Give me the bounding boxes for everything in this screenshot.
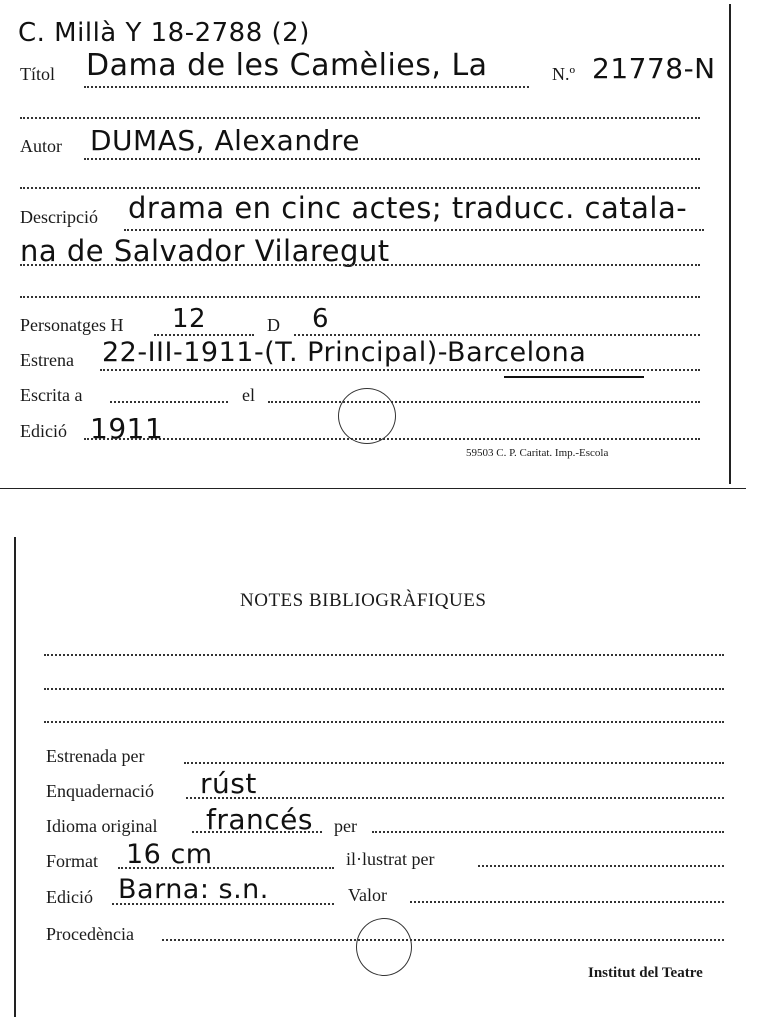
edition-value: 1911 — [90, 412, 164, 445]
catalog-card-front — [4, 4, 731, 484]
value-label: Valor — [348, 885, 387, 905]
original-language-label: Idioma original — [46, 816, 158, 836]
written-on-label: el — [242, 385, 255, 405]
shelf-signature: C. Millà Y 18-2788 (2) — [18, 18, 310, 48]
written-in-label: Escrita a — [20, 385, 83, 405]
description-line-1: drama en cinc actes; traducc. catala- — [128, 191, 688, 225]
number-value: 21778-N — [592, 52, 716, 85]
description-line-2: na de Salvador Vilaregut — [20, 234, 390, 268]
original-language-value: francés — [206, 803, 313, 836]
printer-imprint: 59503 C. P. Caritat. Imp.-Escola — [466, 447, 609, 459]
illustrated-by-label: il·lustrat per — [346, 849, 435, 869]
title-label: Títol — [20, 64, 55, 84]
title-value: Dama de les Camèlies, La — [86, 48, 488, 83]
characters-male-label: Personatges H — [20, 315, 124, 335]
number-label: N.º — [552, 64, 576, 84]
binding-label: Enquadernació — [46, 781, 154, 801]
premiere-label: Estrena — [20, 350, 74, 370]
format-value: 16 cm — [126, 839, 213, 870]
format-label: Format — [46, 851, 98, 871]
premiere-value: 22-III-1911-(T. Principal)-Barcelona — [102, 337, 587, 368]
library-stamp-back — [356, 918, 412, 976]
edition-label: Edició — [20, 421, 67, 441]
binding-value: rúst — [200, 767, 257, 800]
institution-footer: Institut del Teatre — [588, 965, 703, 981]
translated-by-label: per — [334, 816, 357, 836]
card-divider — [0, 488, 746, 489]
provenance-label: Procedència — [46, 924, 134, 944]
characters-male-value: 12 — [172, 304, 207, 334]
characters-female-label: D — [267, 315, 280, 335]
edition-notes-label: Edició — [46, 887, 93, 907]
catalog-card-back — [14, 537, 748, 1017]
library-stamp — [338, 388, 396, 444]
description-label: Descripció — [20, 207, 98, 227]
characters-female-value: 6 — [312, 304, 330, 334]
author-value: DUMAS, Alexandre — [90, 124, 360, 157]
author-label: Autor — [20, 136, 62, 156]
edition-notes-value: Barna: s.n. — [118, 874, 269, 905]
premiered-by-label: Estrenada per — [46, 746, 145, 766]
notes-heading: NOTES BIBLIOGRÀFIQUES — [240, 590, 487, 611]
